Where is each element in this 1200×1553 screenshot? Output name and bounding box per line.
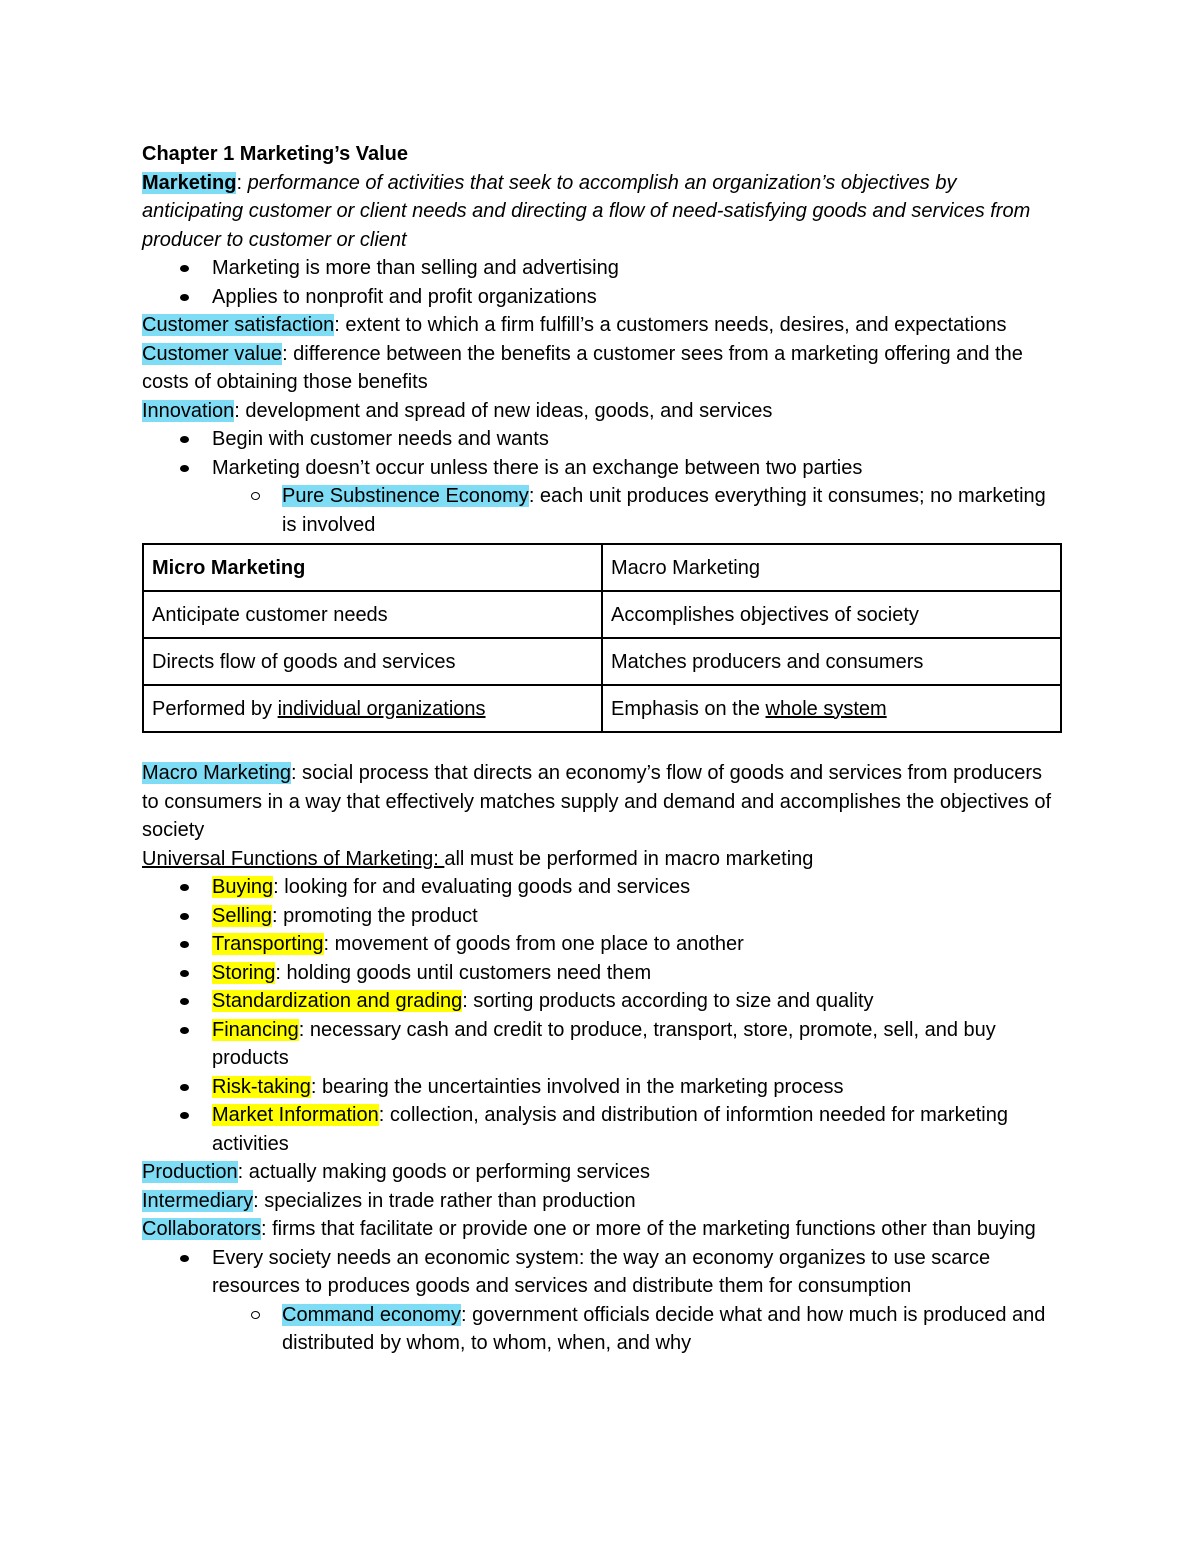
collaborators-definition: Collaborators: firms that facilitate or provide one or more of the marketing functions other than buying	[142, 1218, 1036, 1240]
term-pure-substinence-economy: Pure Substinence Economy	[282, 485, 529, 507]
list-item: Every society needs an economic system: the way an economy organizes to use scarce resources to produces goods and services and distribute them for consumption	[142, 1244, 1062, 1301]
table-cell: Accomplishes objectives of society	[602, 591, 1061, 638]
bullet-icon	[180, 436, 189, 443]
table-header-cell: Micro Marketing	[143, 544, 602, 591]
list-item: Begin with customer needs and wants	[142, 425, 1062, 454]
table-row	[143, 638, 1061, 685]
bullet-icon	[180, 1084, 189, 1091]
bullet-icon	[180, 1112, 189, 1119]
chapter-title: Chapter 1 Marketing’s Value	[142, 143, 409, 165]
term-customer-value: Customer value	[142, 342, 283, 365]
term-collaborators: Collaborators	[142, 1218, 261, 1240]
term-customer-satisfaction: Customer satisfaction	[142, 314, 335, 336]
list-item: Marketing doesn’t occur unless there is an exchange between two parties	[142, 454, 1062, 483]
term-macro-marketing: Macro Marketing	[142, 762, 291, 784]
marketing-bullets	[142, 254, 1062, 311]
bullet-icon	[180, 465, 189, 472]
customer-satisfaction-definition: Customer satisfaction: extent to which a firm fulfill’s a customers needs, desires, and expectations	[142, 314, 1007, 336]
bullet-icon	[180, 294, 189, 301]
list-item: Storing: holding goods until customers need them	[142, 959, 1062, 988]
table-cell: Emphasis on the whole system	[602, 685, 1061, 732]
list-item: Buying: looking for and evaluating goods and services	[142, 873, 1062, 902]
innovation-sub-bullets	[142, 482, 1062, 539]
term-production: Production	[142, 1161, 238, 1183]
marketing-definition-text: performance of activities that seek to accomplish an organization’s objectives by anticipating customer or client needs and directing a flow of need-satisfying goods and services from producer to customer or client	[142, 171, 1031, 251]
micro-macro-table	[142, 543, 1062, 733]
bullet-icon	[180, 884, 189, 891]
bullet-icon	[180, 1255, 189, 1262]
intermediary-definition: Intermediary: specializes in trade rather than production	[142, 1189, 636, 1212]
table-row	[143, 685, 1061, 732]
bullet-icon	[180, 941, 189, 948]
table-row	[143, 591, 1061, 638]
term-marketing: Marketing	[142, 171, 237, 194]
economic-system-sub-bullets	[142, 1301, 1062, 1358]
term-command-economy: Command economy	[282, 1303, 461, 1326]
list-item: Financing: necessary cash and credit to produce, transport, store, promote, sell, and buy products	[142, 1016, 1062, 1073]
table-cell: Performed by individual organizations	[143, 685, 602, 732]
table-header-cell: Macro Marketing	[602, 544, 1061, 591]
universal-functions-heading: Universal Functions of Marketing: all must be performed in macro marketing	[142, 847, 814, 870]
hollow-bullet-icon	[251, 492, 260, 500]
table-cell: Directs flow of goods and services	[143, 638, 602, 685]
macro-marketing-definition: Macro Marketing: social process that directs an economy’s flow of goods and services from producers to consumers in a way that effectively matches supply and demand and accomplishes the objectives of society	[142, 762, 1052, 841]
innovation-definition: Innovation: development and spread of new ideas, goods, and services	[142, 399, 773, 422]
list-item: Selling: promoting the product	[142, 902, 1062, 931]
production-definition: Production: actually making goods or performing services	[142, 1161, 651, 1183]
marketing-definition: Marketing: performance of activities that seek to accomplish an organization’s objectives by anticipating customer or client needs and directing a flow of need-satisfying goods and services from producer to customer or client	[142, 171, 1031, 251]
list-item: Marketing is more than selling and advertising	[142, 254, 1062, 283]
bullet-icon	[180, 998, 189, 1005]
functions-list	[142, 873, 1062, 1158]
list-item: Market Information: collection, analysis and distribution of informtion needed for marketing activities	[142, 1101, 1062, 1158]
list-item: Risk-taking: bearing the uncertainties involved in the marketing process	[142, 1073, 1062, 1102]
list-item: Standardization and grading: sorting products according to size and quality	[142, 987, 1062, 1016]
customer-value-definition: Customer value: difference between the benefits a customer sees from a marketing offering and the costs of obtaining those benefits	[142, 342, 1023, 393]
document-page	[142, 140, 1062, 1358]
term-innovation: Innovation	[142, 399, 235, 422]
innovation-bullets	[142, 425, 1062, 482]
list-item: Command economy: government officials decide what and how much is produced and distributed by whom, to whom, when, and why	[142, 1301, 1062, 1358]
term-intermediary: Intermediary	[142, 1189, 254, 1212]
table-row	[143, 544, 1061, 591]
bullet-icon	[180, 1027, 189, 1034]
list-item: Pure Substinence Economy: each unit produces everything it consumes; no marketing is involved	[142, 482, 1062, 539]
bullet-icon	[180, 970, 189, 977]
list-item: Applies to nonprofit and profit organizations	[142, 283, 1062, 312]
bullet-icon	[180, 913, 189, 920]
economic-system-bullets	[142, 1244, 1062, 1301]
table-cell: Matches producers and consumers	[602, 638, 1061, 685]
bullet-icon	[180, 265, 189, 272]
hollow-bullet-icon	[251, 1311, 260, 1319]
list-item: Transporting: movement of goods from one place to another	[142, 930, 1062, 959]
table-cell: Anticipate customer needs	[143, 591, 602, 638]
